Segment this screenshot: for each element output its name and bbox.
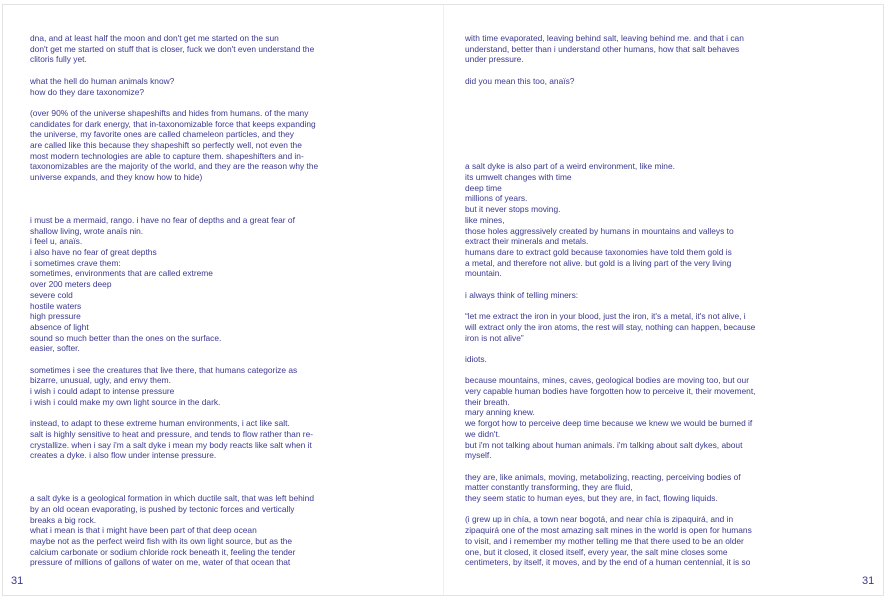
text-line: high pressure bbox=[30, 311, 81, 322]
text-line: we didn't. bbox=[465, 428, 501, 439]
text-line: but it never stops moving. bbox=[465, 204, 561, 215]
text-line: over 200 meters deep bbox=[30, 279, 112, 290]
text-line: shallow living, wrote anaïs nin. bbox=[30, 225, 144, 236]
paragraph bbox=[465, 119, 795, 130]
text-line: maybe not as the perfect weird fish with its own light source, but as the bbox=[30, 535, 293, 546]
text-line: will extract only the iron atoms, the rest will stay, nothing can happen, because bbox=[465, 321, 756, 332]
paragraph bbox=[30, 472, 360, 483]
text-line: absence of light bbox=[30, 321, 89, 332]
text-line: taxonomizables are the majority of the world, and they are the reason why the bbox=[30, 161, 319, 172]
text-line: a salt dyke is also part of a weird environment, like mine. bbox=[465, 161, 675, 172]
text-line: crystallize. when i say i'm a salt dyke i mean my body reacts like salt when it bbox=[30, 439, 312, 450]
paragraph bbox=[30, 215, 360, 354]
text-line: those holes aggressively created by humans in mountains and valleys to bbox=[465, 225, 734, 236]
text-line: what the hell do human animals know? bbox=[30, 75, 175, 86]
text-line: matter constantly transforming, they are fluid, bbox=[465, 482, 633, 493]
text-line: what i mean is that i might have been part of that deep ocean bbox=[30, 525, 257, 536]
paragraph bbox=[30, 108, 360, 183]
text-line: millions of years. bbox=[465, 193, 528, 204]
text-line: centimeters, by itself, it moves, and by the end of a human centennial, it is so bbox=[465, 557, 751, 568]
text-line: most modern technologies are able to capture them. shapeshifters and in- bbox=[30, 150, 304, 161]
text-line: with time evaporated, leaving behind salt, leaving behind me. and that i can bbox=[465, 33, 744, 43]
text-line: are called like this because they shapeshift so perfectly well, not even the bbox=[30, 140, 302, 150]
text-line: (i grew up in chía, a town near bogotá, and near chía is zipaquirá, and in bbox=[465, 514, 734, 525]
text-line: creates a dyke. i also flow under intense pressure. bbox=[30, 450, 217, 461]
text-line bbox=[465, 119, 795, 130]
paragraph bbox=[465, 311, 795, 343]
text-line: dna, and at least half the moon and don't get me started on the sun bbox=[30, 33, 279, 43]
text-line: but i'm not talking about human animals. i'm talking about salt dykes, about bbox=[465, 439, 743, 450]
text-line: don't get me started on stuff that is closer, fuck we don't even understand the bbox=[30, 43, 315, 54]
text-line: the universe, my favorite ones are called chameleon particles, and they bbox=[30, 129, 294, 140]
text-line: a salt dyke is a geological formation in which ductile salt, that was left behind bbox=[30, 493, 314, 504]
paragraph bbox=[465, 33, 795, 65]
text-line: mary anning knew. bbox=[465, 407, 535, 418]
text-line: extract their minerals and metals. bbox=[465, 236, 589, 247]
text-line: sometimes, environments that are called extreme bbox=[30, 268, 213, 279]
text-line: universe expands, and they know how to hide) bbox=[30, 172, 203, 183]
text-line: very capable human bodies have forgotten how to perceive it, their movement, bbox=[465, 386, 756, 397]
text-line: like mines, bbox=[465, 214, 505, 225]
text-line: deep time bbox=[465, 182, 502, 193]
text-line bbox=[30, 194, 360, 205]
text-line: one, but it closed, it closed itself, every year, the salt mine closes some bbox=[465, 546, 728, 557]
paragraph bbox=[465, 140, 795, 151]
text-line: severe cold bbox=[30, 289, 73, 300]
text-line: salt is highly sensitive to heat and pressure, and tends to flow rather than re- bbox=[30, 428, 314, 439]
text-line bbox=[465, 140, 795, 151]
text-line bbox=[465, 97, 795, 108]
text-line: (over 90% of the universe shapeshifts and hides from humans. of the many bbox=[30, 107, 309, 118]
text-line: breaks a big rock. bbox=[30, 514, 97, 525]
text-line: under pressure. bbox=[465, 54, 524, 65]
text-line: by an old ocean evaporating, is pushed by tectonic forces and vertically bbox=[30, 503, 295, 514]
text-line: candidates for dark energy, that in-taxonomizable force that keeps expanding bbox=[30, 118, 316, 129]
text-line: iron is not alive” bbox=[465, 332, 524, 343]
text-line: instead, to adapt to these extreme human environments, i act like salt. bbox=[30, 418, 290, 429]
text-line: zipaquirá one of the most amazing salt mines in the world is open for humans bbox=[465, 525, 752, 536]
left-page-text bbox=[30, 33, 360, 579]
text-line: a metal, and therefore not alive. but gold is a living part of the very living bbox=[465, 257, 732, 268]
text-line: i wish i could make my own light source in the dark. bbox=[30, 396, 221, 407]
text-line: they seem static to human eyes, but they are, in fact, flowing liquids. bbox=[465, 493, 718, 504]
paragraph bbox=[465, 375, 795, 461]
text-line: did you mean this too, anaïs? bbox=[465, 75, 575, 86]
paragraph bbox=[30, 493, 360, 568]
text-line: humans dare to extract gold because taxonomies have told them gold is bbox=[465, 246, 732, 257]
text-line: easier, softer. bbox=[30, 343, 80, 354]
text-line: calcium carbonate or sodium chloride rock beneath it, feeling the tender bbox=[30, 546, 296, 557]
text-line: i sometimes crave them: bbox=[30, 257, 121, 268]
text-line: because mountains, mines, caves, geological bodies are moving too, but our bbox=[465, 375, 749, 386]
text-line: sound so much better than the ones on the surface. bbox=[30, 332, 222, 343]
text-line: clitoris fully yet. bbox=[30, 54, 87, 65]
text-line: mountain. bbox=[465, 268, 502, 279]
text-line: “let me extract the iron in your blood, just the iron, it's a metal, it's not alive, i bbox=[465, 311, 746, 322]
text-line: i feel u, anaïs. bbox=[30, 236, 83, 247]
paragraph bbox=[465, 161, 795, 279]
left-page-number: 31 bbox=[11, 575, 24, 587]
text-line: to visit, and i remember my mother telling me that there used to be an older bbox=[465, 535, 744, 546]
text-line: they are, like animals, moving, metabolizing, reacting, perceiving bodies of bbox=[465, 471, 741, 482]
text-line: hostile waters bbox=[30, 300, 82, 311]
page-gutter bbox=[443, 5, 444, 595]
paragraph bbox=[30, 365, 360, 408]
paragraph bbox=[465, 354, 795, 365]
text-line: sometimes i see the creatures that live there, that humans categorize as bbox=[30, 364, 298, 375]
right-page-text bbox=[465, 33, 795, 579]
paragraph bbox=[30, 76, 360, 97]
text-line: i must be a mermaid, rango. i have no fear of depths and a great fear of bbox=[30, 214, 295, 225]
text-line: i always think of telling miners: bbox=[465, 289, 579, 300]
text-line bbox=[30, 472, 360, 483]
paragraph bbox=[30, 33, 360, 65]
text-line: idiots. bbox=[465, 353, 487, 364]
paragraph bbox=[465, 97, 795, 108]
right-page-number: 31 bbox=[862, 575, 875, 587]
paragraph bbox=[465, 472, 795, 504]
text-line: understand, better than i understand other humans, how that salt behaves bbox=[465, 43, 740, 54]
paragraph bbox=[30, 418, 360, 461]
text-line: its umwelt changes with time bbox=[465, 172, 572, 183]
text-line: pressure of millions of gallons of water on me, water of that ocean that bbox=[30, 557, 291, 568]
text-line: how do they dare taxonomize? bbox=[30, 86, 145, 97]
paragraph bbox=[465, 76, 795, 87]
text-line: i wish i could adapt to intense pressure bbox=[30, 386, 175, 397]
text-line: their breath. bbox=[465, 396, 510, 407]
text-line: i also have no fear of great depths bbox=[30, 247, 157, 257]
text-line: we forgot how to perceive deep time because we knew we would be burned if bbox=[465, 418, 753, 429]
text-line: bizarre, unusual, ugly, and envy them. bbox=[30, 375, 171, 386]
paragraph bbox=[465, 514, 795, 568]
text-line: myself. bbox=[465, 450, 492, 461]
paragraph bbox=[30, 194, 360, 205]
paragraph bbox=[465, 290, 795, 301]
